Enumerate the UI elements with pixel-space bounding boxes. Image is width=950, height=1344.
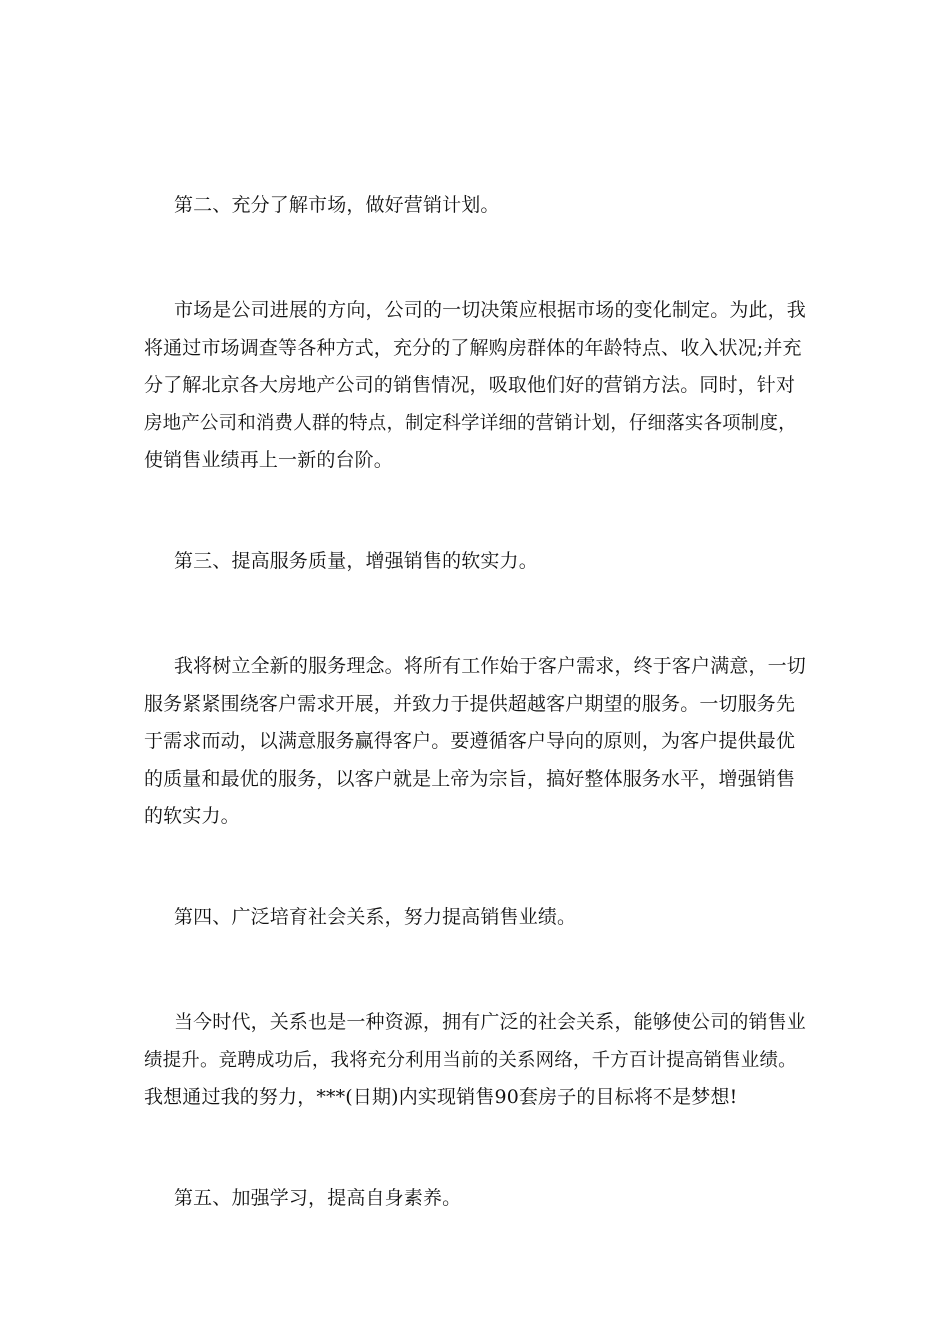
- text-line: 服务紧紧围绕客户需求开展，并致力于提供超越客户期望的服务。一切服务先: [144, 692, 796, 715]
- text-line: 第四、广泛培育社会关系，努力提高销售业绩。: [174, 906, 577, 928]
- paragraph-relations: [144, 1004, 808, 1117]
- text-line: 将通过市场调查等各种方式，充分的了解购房群体的年龄特点、收入状况;并充: [144, 336, 802, 359]
- heading-section-2: [144, 187, 808, 225]
- heading-section-3: [144, 543, 808, 581]
- heading-section-4: [144, 899, 808, 937]
- text-line: 绩提升。竞聘成功后，我将充分利用当前的关系网络，千方百计提高销售业绩。: [144, 1049, 797, 1071]
- text-line: 的软实力。: [144, 805, 240, 827]
- text-line: 我将树立全新的服务理念。将所有工作始于客户需求，终于客户满意，一切: [174, 655, 806, 677]
- heading-section-5: [144, 1180, 808, 1218]
- paragraph-service: [144, 648, 808, 836]
- text-line: 于需求而动，以满意服务赢得客户。要遵循客户导向的原则，为客户提供最优: [144, 730, 796, 752]
- text-line: 分了解北京各大房地产公司的销售情况，吸取他们好的营销方法。同时，针对: [144, 374, 796, 396]
- text-line: 房地产公司和消费人群的特点，制定科学详细的营销计划，仔细落实各项制度，: [144, 412, 797, 434]
- text-line: 当今时代，关系也是一种资源，拥有广泛的社会关系，能够使公司的销售业: [174, 1011, 806, 1033]
- text-line: 第三、提高服务质量，增强销售的软实力。: [174, 550, 538, 572]
- text-line: 第五、加强学习，提高自身素养。: [174, 1187, 462, 1209]
- text-line: 市场是公司进展的方向，公司的一切决策应根据市场的变化制定。为此，我: [174, 299, 806, 321]
- text-line: 使销售业绩再上一新的台阶。: [144, 449, 393, 471]
- paragraph-market: [144, 292, 808, 480]
- text-line: 第二、充分了解市场，做好营销计划。: [174, 194, 500, 216]
- text-line: 我想通过我的努力，***(日期)内实现销售90套房子的目标将不是梦想!: [144, 1086, 738, 1108]
- text-line: 的质量和最优的服务，以客户就是上帝为宗旨，搞好整体服务水平，增强销售: [144, 767, 796, 790]
